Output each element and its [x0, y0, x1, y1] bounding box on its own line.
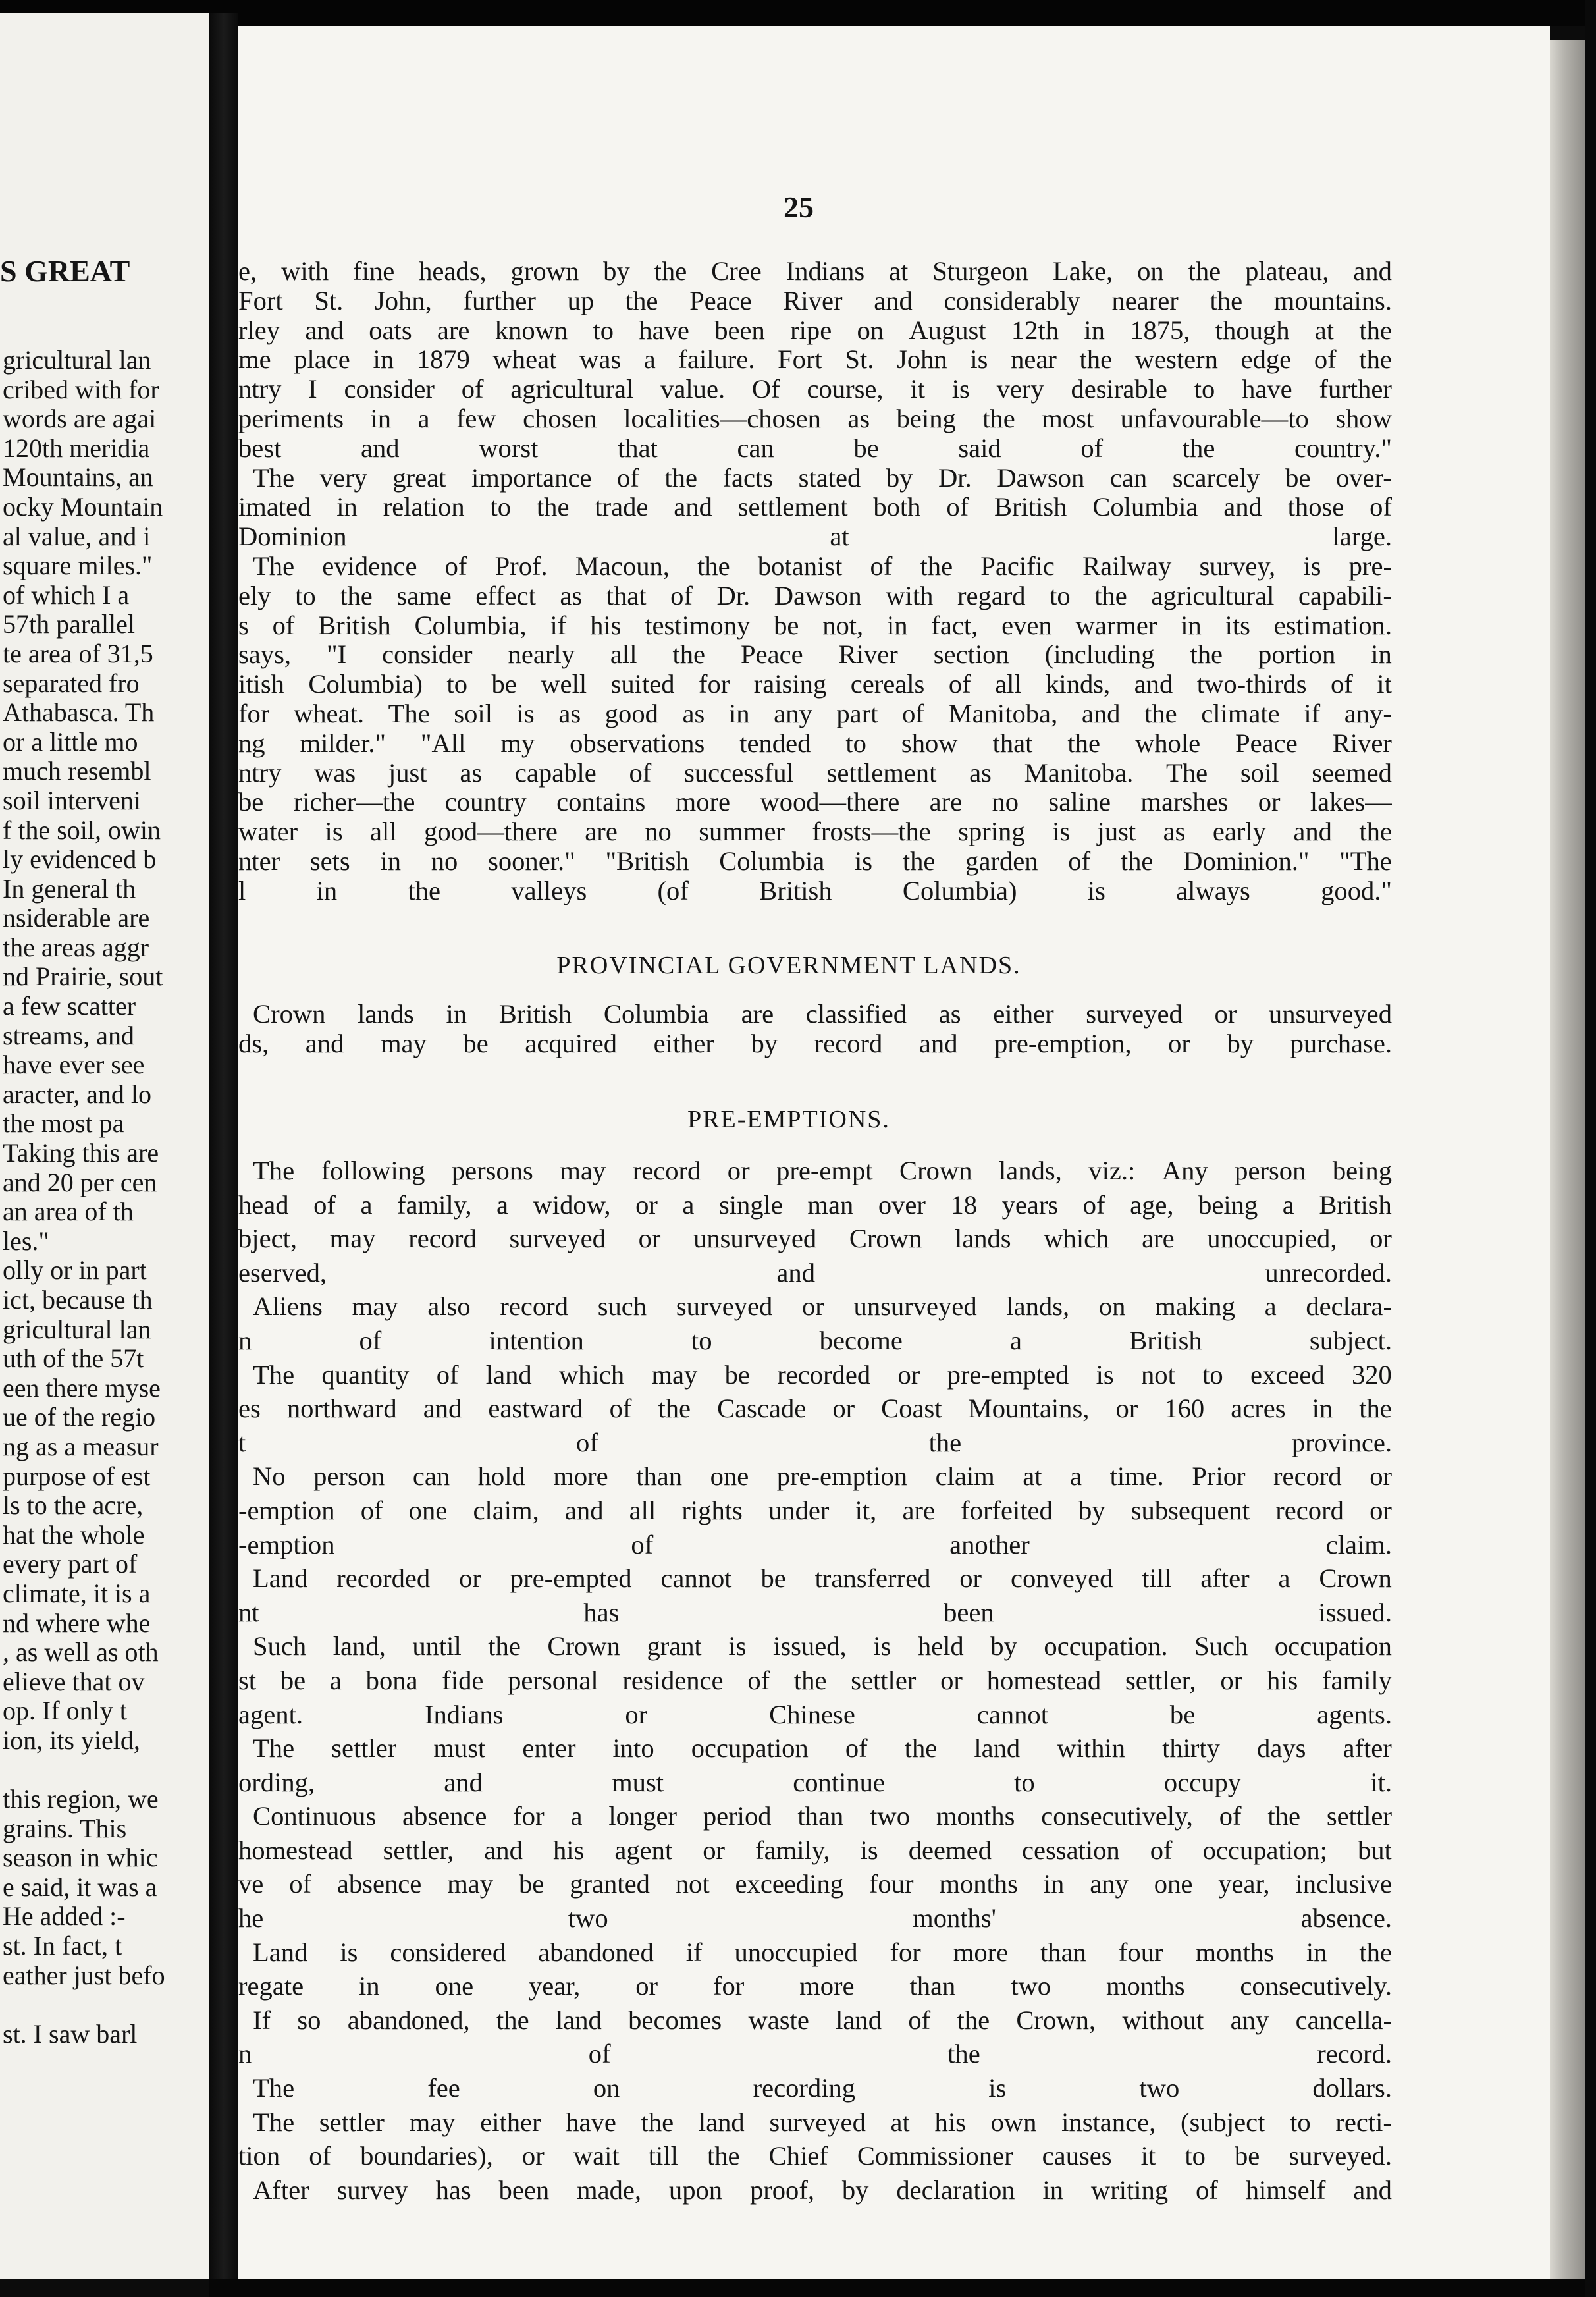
text-line: eserved, and unrecorded.	[238, 1257, 1392, 1287]
text-line: rley and oats are known to have been ripe on August 12th in 1875, though at the	[238, 315, 1392, 345]
text-line: periments in a few chosen localities—chosen as being the most unfavourable—to show	[238, 404, 1392, 433]
facing-page-line: ng as a measur	[3, 1431, 159, 1461]
text-line: agent. Indians or Chinese cannot be agents.	[238, 1699, 1392, 1729]
text-line: imated in relation to the trade and settlement both of British Columbia and those of	[238, 493, 1392, 522]
facing-page-line: olly or in part	[3, 1255, 147, 1285]
facing-page-left	[0, 13, 209, 2279]
facing-page-line: aracter, and lo	[3, 1079, 152, 1109]
facing-page-line: the areas aggr	[3, 932, 149, 962]
facing-page-line: grains. This	[3, 1813, 127, 1843]
text-line: bject, may record surveyed or unsurveyed Crown lands which are unoccupied, or	[238, 1224, 1392, 1254]
text-line: ng milder." "All my observations tended to show that the whole Peace River	[238, 728, 1392, 758]
text-line: The fee on recording is two dollars.	[253, 2073, 1392, 2103]
facing-page-line: words are agai	[3, 404, 157, 434]
page-edge	[1550, 40, 1585, 2279]
text-line: ely to the same effect as that of Dr. Dawson with regard to the agricultural capabili-	[238, 581, 1392, 610]
text-line: me place in 1879 wheat was a failure. Fort St. John is near the western edge of the	[238, 345, 1392, 375]
facing-page-line: nd Prairie, sout	[3, 961, 163, 992]
text-line: Dominion at large.	[238, 522, 1392, 552]
text-line: l in the valleys (of British Columbia) is always good."	[238, 876, 1392, 905]
facing-page-line: st. In fact, t	[3, 1931, 122, 1961]
book-gutter	[209, 13, 238, 2279]
facing-page-line: ly evidenced b	[3, 844, 157, 875]
facing-page-line: ocky Mountain	[3, 491, 163, 522]
facing-page-line: this region, we	[3, 1784, 159, 1814]
facing-page-line: op. If only t	[3, 1696, 127, 1726]
text-line: No person can hold more than one pre-emption claim at a time. Prior record or	[253, 1461, 1392, 1492]
text-line: says, "I consider nearly all the Peace River section (including the portion in	[238, 640, 1392, 670]
facing-page-line: Athabasca. Th	[3, 697, 155, 728]
text-line: nt has been issued.	[238, 1597, 1392, 1627]
facing-page-line: soil interveni	[3, 785, 141, 815]
provincial-lands-paragraph	[238, 1000, 1392, 1059]
text-line: The settler must enter into occupation of the land within thirty days after	[253, 1733, 1392, 1764]
text-line: Aliens may also record such surveyed or unsurveyed lands, on making a declara-	[253, 1291, 1392, 1322]
facing-page-text	[3, 346, 165, 2049]
facing-page-line: season in whic	[3, 1843, 158, 1873]
facing-page-line: ict, because th	[3, 1285, 153, 1314]
facing-page-line: elieve that ov	[3, 1666, 145, 1696]
text-line: head of a family, a widow, or a single man over 18 years of age, being a British	[238, 1189, 1392, 1220]
facing-page-line: gricultural lan	[3, 345, 151, 375]
text-line: If so abandoned, the land becomes waste land of the Crown, without any cancella-	[253, 2005, 1392, 2035]
text-line: ntry I consider of agricultural value. Of course, it is very desirable to have further	[238, 375, 1392, 404]
facing-page-line: separated fro	[3, 668, 140, 698]
facing-page-line: f the soil, owin	[3, 815, 161, 845]
facing-page-line: Taking this are	[3, 1138, 159, 1168]
facing-page-line: and 20 per cen	[3, 1167, 157, 1197]
text-line: ds, and may be acquired either by record and pre-emption, or by purchase.	[238, 1029, 1392, 1058]
text-line: -emption of another claim.	[238, 1529, 1392, 1559]
scan-border-bottom	[209, 2279, 1596, 2297]
text-line: The very great importance of the facts stated by Dr. Dawson can scarcely be over-	[253, 463, 1392, 493]
facing-page-line: Mountains, an	[3, 462, 153, 493]
text-line: he two months' absence.	[238, 1903, 1392, 1933]
text-line: regate in one year, or for more than two months consecutively.	[238, 1971, 1392, 2001]
text-line: The quantity of land which may be recorded or pre-empted is not to exceed 320	[253, 1359, 1392, 1390]
facing-page-line: purpose of est	[3, 1461, 151, 1491]
facing-page-line: st. I saw barl	[3, 2018, 138, 2049]
facing-page-line: hat the whole	[3, 1519, 145, 1550]
text-line: for wheat. The soil is as good as in any part of Manitoba, and the climate if any-	[238, 699, 1392, 728]
text-line: s of British Columbia, if his testimony be not, in fact, even warmer in its estimation.	[238, 610, 1392, 640]
facing-page-line: te area of 31,5	[3, 638, 153, 668]
facing-page-line: eather just befo	[3, 1960, 165, 1990]
facing-page-line: e said, it was a	[3, 1872, 157, 1902]
text-line: st be a bona fide personal residence of the settler or homestead settler, or his family	[238, 1665, 1392, 1695]
section-heading-provincial-lands: PROVINCIAL GOVERNMENT LANDS.	[556, 952, 1021, 979]
text-line: ntry was just as capable of successful settlement as Manitoba. The soil seemed	[238, 758, 1392, 788]
facing-page-line: 120th meridia	[3, 433, 150, 463]
text-line: n of the record.	[238, 2039, 1392, 2069]
dawson-macoun-passage	[238, 257, 1392, 906]
facing-page-line: , as well as oth	[3, 1637, 159, 1667]
facing-page-heading: S GREAT	[0, 254, 130, 288]
facing-page-line: much resembl	[3, 756, 151, 786]
facing-page-line: In general th	[3, 873, 136, 904]
facing-page-line: ls to the acre,	[3, 1490, 144, 1521]
section-heading-pre-emptions: PRE-EMPTIONS.	[687, 1106, 890, 1133]
page-number: 25	[784, 190, 814, 224]
facing-page-line: gricultural lan	[3, 1314, 151, 1344]
text-line: After survey has been made, upon proof, by declaration in writing of himself and	[253, 2175, 1392, 2205]
facing-page-line	[3, 1756, 165, 1785]
facing-page-line: an area of th	[3, 1197, 134, 1227]
facing-page-line: ion, its yield,	[3, 1725, 140, 1755]
scan-border-right	[1585, 0, 1596, 2297]
text-line: Land recorded or pre-empted cannot be transferred or conveyed till after a Crown	[253, 1563, 1392, 1594]
facing-page-line: have ever see	[3, 1050, 145, 1080]
text-line: -emption of one claim, and all rights under it, are forfeited by subsequent record or	[238, 1495, 1392, 1525]
facing-page-line: of which I a	[3, 580, 130, 610]
text-line: best and worst that can be said of the country."	[238, 433, 1392, 463]
text-line: ve of absence may be granted not exceeding four months in any one year, inclusive	[238, 1869, 1392, 1899]
text-line: The settler may either have the land surveyed at his own instance, (subject to recti-	[253, 2107, 1392, 2137]
facing-page-line: square miles."	[3, 551, 153, 581]
facing-page-line	[3, 1990, 165, 2020]
text-line: water is all good—there are no summer frosts—the spring is just as early and the	[238, 817, 1392, 847]
text-line: homestead settler, and his agent or family, is deemed cessation of occupation; but	[238, 1835, 1392, 1865]
text-line: itish Columbia) to be well suited for raising cereals of all kinds, and two-thirds of it	[238, 670, 1392, 699]
facing-page-line: 57th parallel	[3, 609, 136, 639]
facing-page-line: een there myse	[3, 1372, 161, 1403]
facing-page-line: streams, and	[3, 1020, 134, 1050]
text-line: t of the province.	[238, 1427, 1392, 1457]
text-line: es northward and eastward of the Cascade or Coast Mountains, or 160 acres in the	[238, 1393, 1392, 1424]
text-line: The evidence of Prof. Macoun, the botanist of the Pacific Railway survey, is pre-	[253, 551, 1392, 581]
facing-page-line: nd where whe	[3, 1608, 151, 1638]
facing-page-line: ue of the regio	[3, 1402, 156, 1432]
text-line: Such land, until the Crown grant is issued, is held by occupation. Such occupation	[253, 1631, 1392, 1662]
text-line: nter sets in no sooner." "British Columbia is the garden of the Dominion." "The	[238, 846, 1392, 876]
facing-page-line: les."	[3, 1226, 49, 1256]
text-line: Fort St. John, further up the Peace River and considerably nearer the mountains.	[238, 286, 1392, 315]
text-line: Continuous absence for a longer period than two months consecutively, of the settler	[253, 1801, 1392, 1831]
facing-page-line: every part of	[3, 1549, 138, 1579]
facing-page-line: nsiderable are	[3, 903, 150, 933]
text-line: Land is considered abandoned if unoccupied for more than four months in the	[253, 1937, 1392, 1967]
facing-page-line: uth of the 57t	[3, 1343, 144, 1374]
text-line: The following persons may record or pre-empt Crown lands, viz.: Any person being	[253, 1156, 1392, 1185]
text-line: be richer—the country contains more wood—there are no saline marshes or lakes—	[238, 788, 1392, 817]
text-line: tion of boundaries), or wait till the Chief Commissioner causes it to be surveyed.	[238, 2141, 1392, 2171]
facing-page-line: or a little mo	[3, 726, 138, 757]
facing-page-line: climate, it is a	[3, 1578, 151, 1608]
scan-border-top	[0, 0, 1596, 26]
text-line: Crown lands in British Columbia are classified as either surveyed or unsurveyed	[253, 1000, 1392, 1029]
text-line: n of intention to become a British subject.	[238, 1325, 1392, 1355]
facing-page-line: al value, and i	[3, 521, 151, 551]
text-line: ording, and must continue to occupy it.	[238, 1767, 1392, 1797]
facing-page-line: He added :-	[3, 1901, 126, 1932]
facing-page-line: the most pa	[3, 1108, 124, 1139]
pre-emptions-text	[238, 1154, 1392, 2207]
facing-page-line: a few scatter	[3, 991, 136, 1021]
text-line: e, with fine heads, grown by the Cree Indians at Sturgeon Lake, on the plateau, and	[238, 257, 1392, 286]
facing-page-line: cribed with for	[3, 374, 159, 404]
